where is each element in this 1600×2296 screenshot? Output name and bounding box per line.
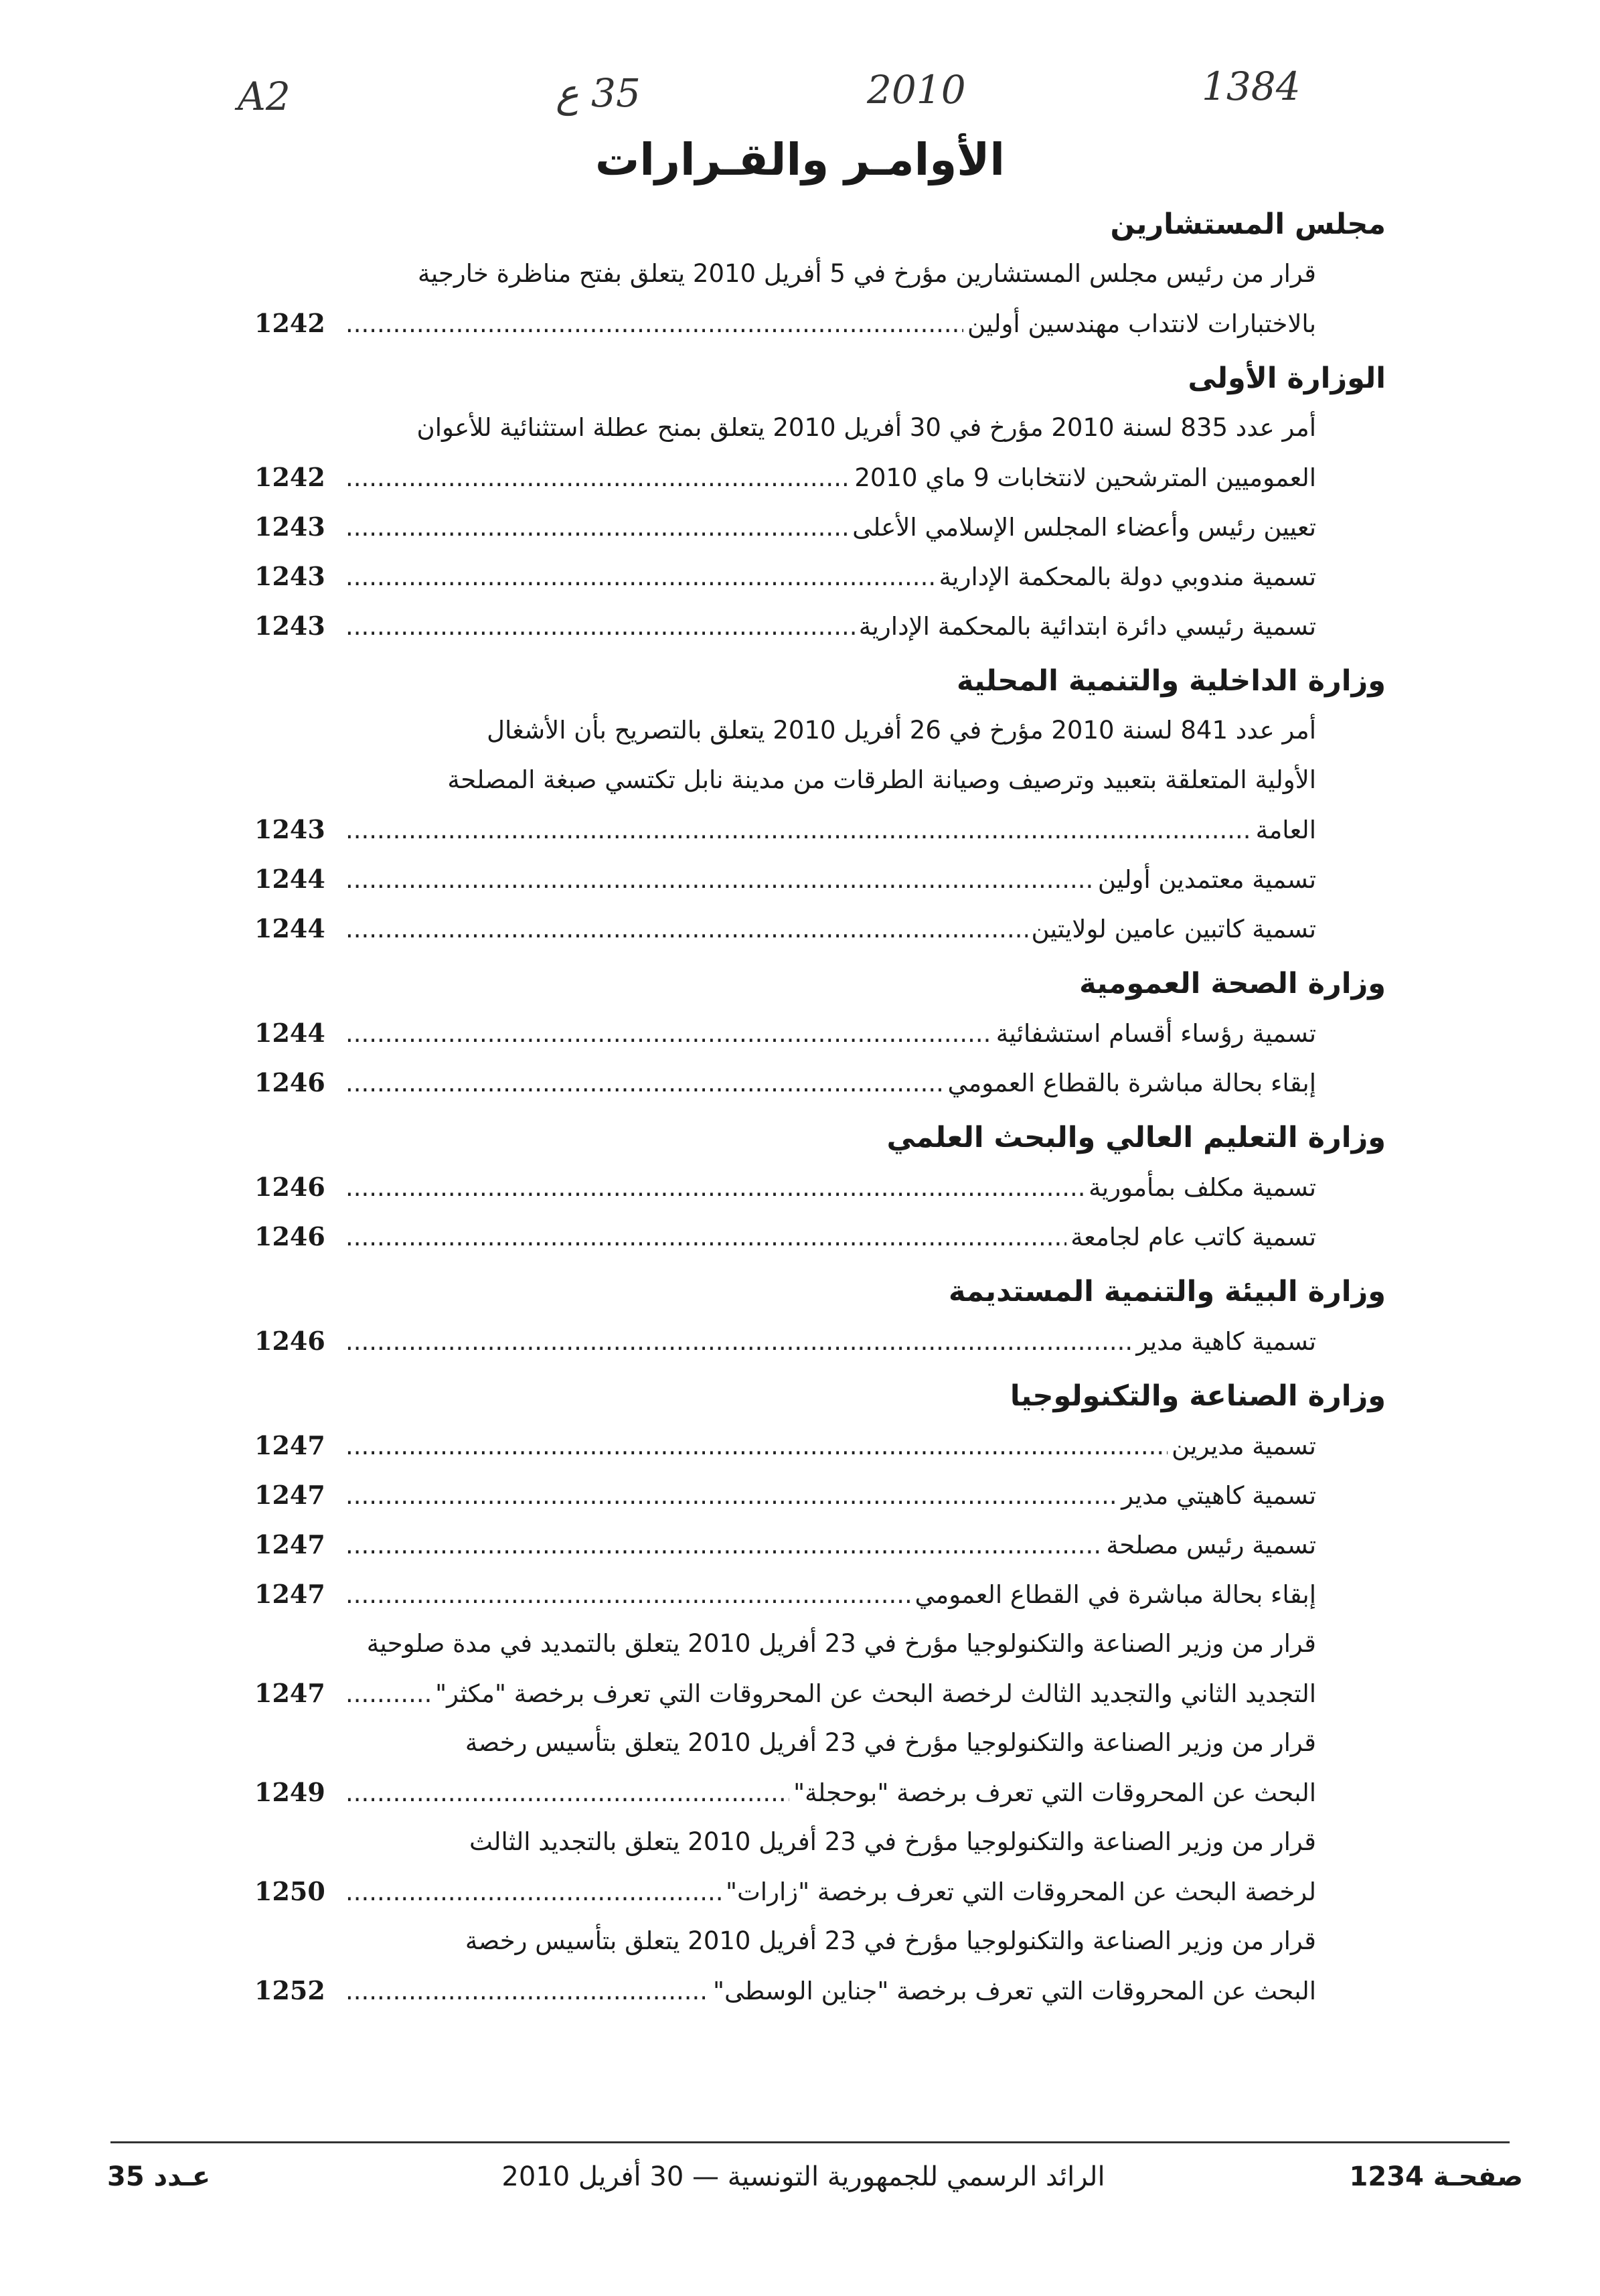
toc-page-number: 1250: [254, 1876, 325, 1906]
toc-entry-text: العامة: [1255, 816, 1316, 844]
toc-leader-dots: [345, 1317, 1132, 1367]
toc-leader-dots: [345, 602, 855, 652]
toc-leader-dots: [345, 1163, 1085, 1213]
toc-leader-dots: [345, 905, 1028, 954]
toc-page-number: 1244: [254, 913, 325, 943]
toc-page-number: 1247: [254, 1529, 325, 1559]
toc-page-number: 1243: [254, 814, 325, 844]
toc-entry: [254, 1669, 1386, 1718]
footer-page-number: صفحـة 1234: [1349, 2161, 1523, 2192]
toc-leader-dots: [345, 1669, 431, 1719]
toc-page-number: 1242: [254, 462, 325, 492]
table-of-contents: [254, 194, 1386, 2015]
toc-leader-dots: [345, 1768, 789, 1818]
toc-entry-text: التجديد الثاني والتجديد الثالث لرخصة البحث عن المحروقات التي تعرف برخصة "مكثر": [435, 1679, 1316, 1708]
toc-page-number: 1246: [254, 1172, 325, 1202]
toc-entry-text: أمر عدد 835 لسنة 2010 مؤرخ في 30 أفريل 2010 يتعلق بمنح عطلة استثنائية للأعوان: [416, 413, 1316, 442]
toc-page-number: 1247: [254, 1579, 325, 1609]
footer-publication: الرائد الرسمي للجمهورية التونسية — 30 أفريل 2010: [501, 2161, 1105, 2192]
toc-leader-dots: [345, 552, 935, 602]
toc-entry: [254, 1768, 1386, 1817]
handwritten-note-issue: 35 ع: [556, 70, 641, 116]
toc-entry-text: تسمية مديرين: [1172, 1432, 1316, 1460]
toc-page-number: 1247: [254, 1430, 325, 1460]
toc-leader-dots: [345, 453, 850, 503]
toc-entry-text: تسمية مندوبي دولة بالمحكمة الإدارية: [939, 562, 1316, 591]
toc-leader-dots: [345, 855, 1094, 905]
toc-entry: [254, 1570, 1386, 1619]
toc-page-number: 1246: [254, 1067, 325, 1097]
toc-entry-text: تسمية رئيس مصلحة: [1106, 1531, 1316, 1559]
toc-entry-text: البحث عن المحروقات التي تعرف برخصة "بوحجلة": [793, 1778, 1316, 1807]
toc-entry: [254, 299, 1386, 348]
toc-leader-dots: [345, 1967, 709, 2016]
toc-leader-dots: [345, 1521, 1102, 1570]
toc-entry-text: بالاختبارات لانتداب مهندسين أولين: [967, 309, 1316, 338]
toc-entry-text: البحث عن المحروقات التي تعرف برخصة "جناين الوسطى": [712, 1977, 1316, 2005]
footer-divider: [110, 2141, 1510, 2143]
toc-entry: [254, 403, 1386, 453]
toc-leader-dots: [345, 1422, 1168, 1471]
toc-entry: [254, 1058, 1386, 1107]
toc-page-number: 1249: [254, 1777, 325, 1807]
toc-entry: [254, 552, 1386, 601]
toc-entry-text: تسمية رؤساء أقسام استشفائية: [995, 1019, 1316, 1048]
toc-entry-text: إبقاء بحالة مباشرة في القطاع العمومي: [914, 1580, 1316, 1609]
toc-entry-text: قرار من وزير الصناعة والتكنولوجيا مؤرخ في 23 أفريل 2010 يتعلق بالتمديد في مدة صلوحية: [366, 1629, 1316, 1658]
toc-entry: [254, 755, 1386, 805]
toc-leader-dots: [345, 1570, 911, 1620]
toc-leader-dots: [345, 503, 848, 552]
toc-entry-text: قرار من وزير الصناعة والتكنولوجيا مؤرخ في 23 أفريل 2010 يتعلق بالتجديد الثالث: [469, 1827, 1316, 1856]
section-heading: وزارة الصحة العمومية: [1079, 967, 1386, 1000]
toc-entry-text: أمر عدد 841 لسنة 2010 مؤرخ في 26 أفريل 2010 يتعلق بالتصريح بأن الأشغال: [487, 716, 1316, 745]
toc-entry: [254, 1867, 1386, 1916]
section-heading: وزارة البيئة والتنمية المستديمة: [949, 1275, 1386, 1308]
toc-entry: [254, 706, 1386, 755]
toc-page-number: 1242: [254, 308, 325, 338]
toc-entry: [254, 1916, 1386, 1966]
toc-entry-text: تسمية كاتب عام لجامعة: [1070, 1223, 1316, 1251]
toc-leader-dots: [345, 1009, 992, 1059]
toc-entry: [254, 1421, 1386, 1470]
toc-entry-text: تسمية كاهية مدير: [1136, 1327, 1316, 1356]
toc-entry: [254, 601, 1386, 651]
toc-entry: [254, 502, 1386, 552]
footer-issue-number: عـدد 35: [107, 2161, 211, 2192]
toc-entry: [254, 904, 1386, 953]
toc-page-number: 1244: [254, 1018, 325, 1048]
toc-entry-text: تسمية معتمدين أولين: [1097, 865, 1316, 894]
toc-page-number: 1243: [254, 512, 325, 542]
toc-entry-text: قرار من وزير الصناعة والتكنولوجيا مؤرخ في 23 أفريل 2010 يتعلق بتأسيس رخصة: [465, 1926, 1316, 1955]
toc-entry: [254, 1008, 1386, 1058]
section-heading: مجلس المستشارين: [1110, 208, 1386, 241]
toc-entry-text: تسمية رئيسي دائرة ابتدائية بالمحكمة الإدارية: [858, 612, 1316, 641]
toc-entry: [254, 805, 1386, 854]
toc-entry: [254, 1520, 1386, 1570]
toc-page-number: 1247: [254, 1480, 325, 1510]
toc-entry-text: قرار من وزير الصناعة والتكنولوجيا مؤرخ في 23 أفريل 2010 يتعلق بتأسيس رخصة: [465, 1728, 1316, 1757]
toc-leader-dots: [345, 299, 963, 349]
toc-leader-dots: [345, 1867, 722, 1917]
toc-entry: [254, 1470, 1386, 1520]
toc-entry-text: تسمية كاهيتي مدير: [1121, 1481, 1316, 1510]
section-heading: وزارة التعليم العالي والبحث العلمي: [886, 1121, 1386, 1154]
toc-entry: [254, 249, 1386, 299]
toc-leader-dots: [345, 1213, 1066, 1262]
toc-leader-dots: [345, 806, 1252, 855]
toc-entry-text: قرار من رئيس مجلس المستشارين مؤرخ في 5 أفريل 2010 يتعلق بفتح مناظرة خارجية: [417, 259, 1316, 288]
toc-entry: [254, 453, 1386, 502]
toc-entry-text: العموميين المترشحين لانتخابات 9 ماي 2010: [854, 463, 1316, 492]
toc-entry: [254, 1619, 1386, 1669]
toc-page-number: 1247: [254, 1678, 325, 1708]
toc-entry-text: تعيين رئيس وأعضاء المجلس الإسلامي الأعلى: [852, 513, 1316, 542]
toc-page-number: 1244: [254, 864, 325, 894]
toc-page-number: 1246: [254, 1326, 325, 1356]
toc-entry: [254, 1966, 1386, 2015]
toc-entry-text: لرخصة البحث عن المحروقات التي تعرف برخصة "زارات": [725, 1878, 1316, 1906]
section-heading: وزارة الصناعة والتكنولوجيا: [1010, 1379, 1386, 1413]
toc-entry-text: تسمية كاتبين عامين لولايتين: [1031, 915, 1316, 943]
toc-entry-text: إبقاء بحالة مباشرة بالقطاع العمومي: [947, 1069, 1316, 1097]
toc-entry: [254, 1316, 1386, 1366]
toc-entry: [254, 1162, 1386, 1212]
toc-entry: [254, 854, 1386, 904]
toc-entry: [254, 1817, 1386, 1867]
handwritten-note-number: 1384: [1202, 64, 1301, 109]
toc-entry: [254, 1212, 1386, 1261]
section-heading: وزارة الداخلية والتنمية المحلية: [957, 664, 1386, 698]
toc-entry-text: الأولية المتعلقة بتعبيد وترصيف وصيانة الطرقات من مدينة نابل تكتسي صبغة المصلحة: [447, 765, 1316, 794]
section-heading: الوزارة الأولى: [1188, 362, 1386, 395]
toc-page-number: 1252: [254, 1975, 325, 2005]
page-title: الأوامـر والقـرارات: [595, 134, 1005, 185]
handwritten-note-year: 2010: [867, 67, 966, 112]
toc-page-number: 1243: [254, 611, 325, 641]
handwritten-note-a2: A2: [238, 74, 291, 119]
toc-page-number: 1243: [254, 561, 325, 591]
toc-entry: [254, 1718, 1386, 1768]
toc-entry-text: تسمية مكلف بمأمورية: [1089, 1173, 1316, 1202]
toc-leader-dots: [345, 1059, 944, 1108]
toc-page-number: 1246: [254, 1221, 325, 1251]
toc-leader-dots: [345, 1471, 1117, 1521]
